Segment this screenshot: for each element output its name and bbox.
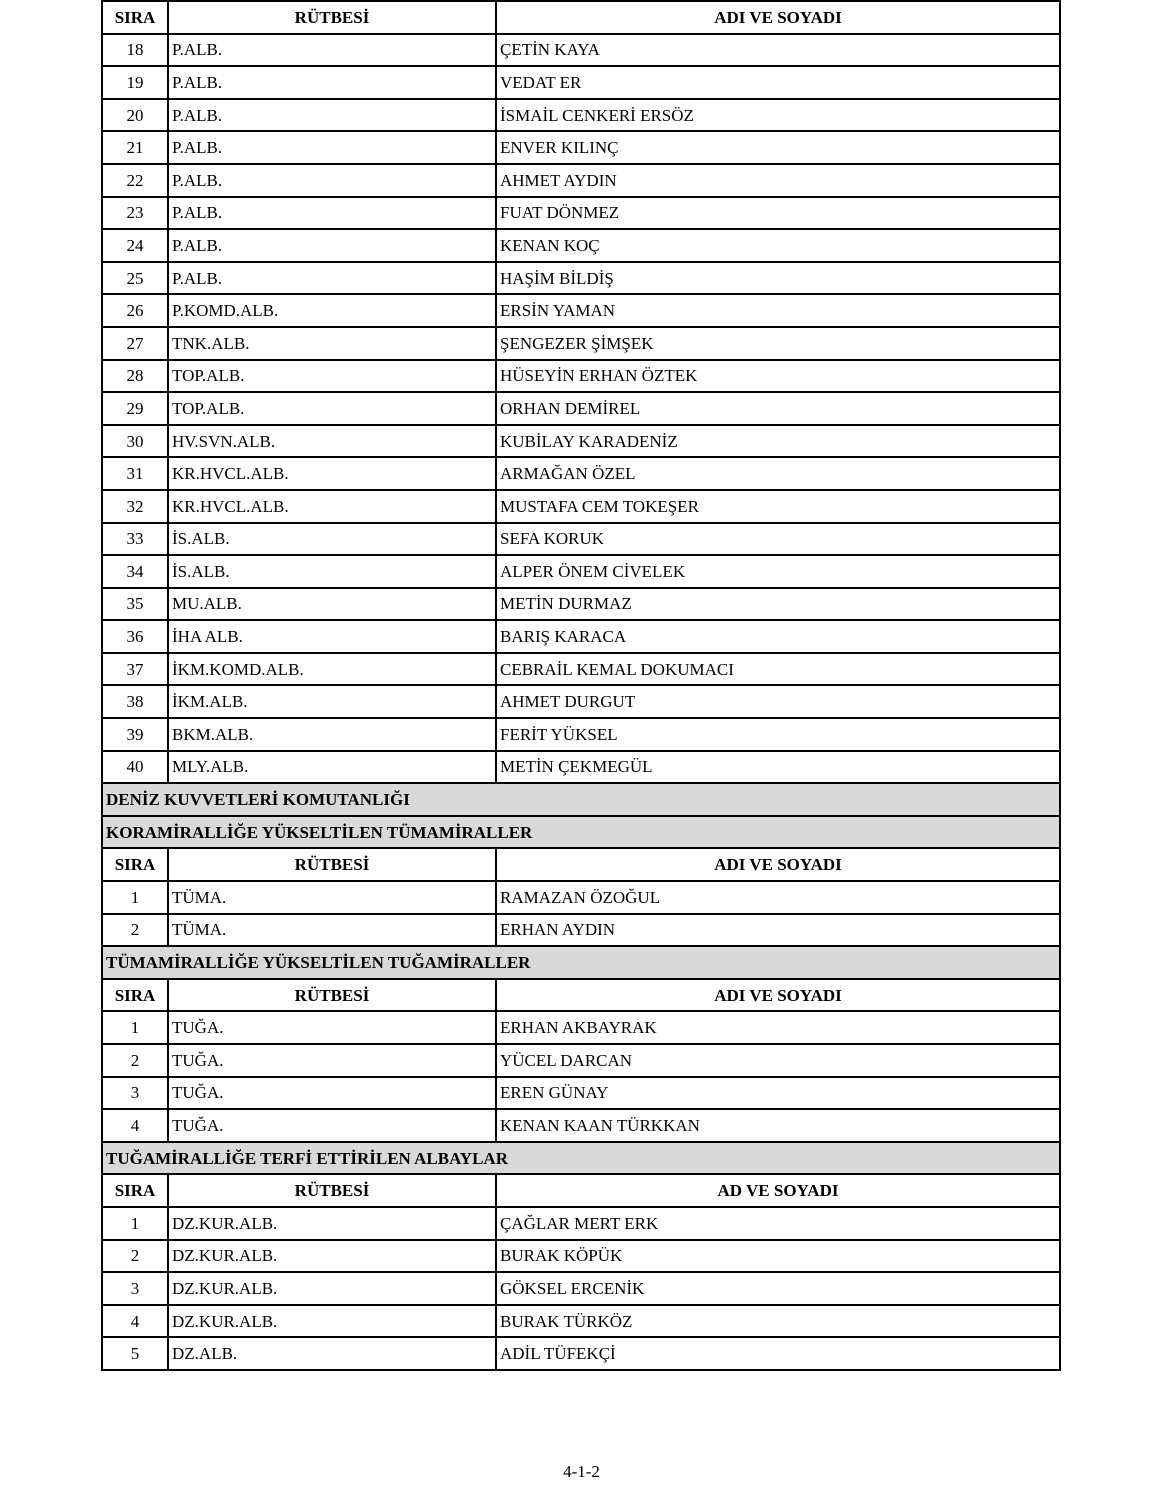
sira-cell: 25: [102, 262, 168, 295]
rank-cell: TUĞA.: [168, 1044, 496, 1077]
name-cell: ERSİN YAMAN: [496, 294, 1060, 327]
table-row: [102, 457, 1060, 490]
sira-cell: 35: [102, 588, 168, 621]
name-cell: ŞENGEZER ŞİMŞEK: [496, 327, 1060, 360]
sira-cell: 3: [102, 1077, 168, 1110]
table-row: [102, 425, 1060, 458]
column-header-rank: RÜTBESİ: [168, 979, 496, 1012]
table-header-row: [102, 1, 1060, 34]
name-cell: AHMET DURGUT: [496, 685, 1060, 718]
rank-cell: KR.HVCL.ALB.: [168, 490, 496, 523]
sira-cell: 23: [102, 197, 168, 230]
rank-cell: İKM.KOMD.ALB.: [168, 653, 496, 686]
sira-cell: 30: [102, 425, 168, 458]
sira-cell: 2: [102, 1240, 168, 1273]
name-cell: ERHAN AKBAYRAK: [496, 1011, 1060, 1044]
rank-cell: KR.HVCL.ALB.: [168, 457, 496, 490]
table-row: [102, 1272, 1060, 1305]
rank-cell: TOP.ALB.: [168, 392, 496, 425]
section-title: TÜMAMİRALLİĞE YÜKSELTİLEN TUĞAMİRALLER: [102, 946, 1060, 979]
sira-cell: 36: [102, 620, 168, 653]
rank-cell: İS.ALB.: [168, 555, 496, 588]
name-cell: ADİL TÜFEKÇİ: [496, 1337, 1060, 1370]
sira-cell: 1: [102, 881, 168, 914]
table-row: [102, 229, 1060, 262]
sira-cell: 37: [102, 653, 168, 686]
sira-cell: 24: [102, 229, 168, 262]
table-row: [102, 360, 1060, 393]
sira-cell: 39: [102, 718, 168, 751]
rank-cell: MLY.ALB.: [168, 751, 496, 784]
rank-cell: TÜMA.: [168, 881, 496, 914]
column-header-rank: RÜTBESİ: [168, 1, 496, 34]
rank-cell: İS.ALB.: [168, 523, 496, 556]
sira-cell: 3: [102, 1272, 168, 1305]
rank-cell: P.ALB.: [168, 34, 496, 67]
sira-cell: 28: [102, 360, 168, 393]
column-header-name: AD VE SOYADI: [496, 1174, 1060, 1207]
name-cell: FERİT YÜKSEL: [496, 718, 1060, 751]
table-row: [102, 881, 1060, 914]
sira-cell: 22: [102, 164, 168, 197]
name-cell: HÜSEYİN ERHAN ÖZTEK: [496, 360, 1060, 393]
name-cell: ERHAN AYDIN: [496, 914, 1060, 947]
name-cell: ORHAN DEMİREL: [496, 392, 1060, 425]
name-cell: ÇAĞLAR MERT ERK: [496, 1207, 1060, 1240]
table-row: [102, 1207, 1060, 1240]
rank-cell: MU.ALB.: [168, 588, 496, 621]
rank-cell: İKM.ALB.: [168, 685, 496, 718]
table-row: [102, 523, 1060, 556]
page-number: 4-1-2: [563, 1462, 600, 1481]
section-heading-row: [102, 1142, 1060, 1175]
sira-cell: 1: [102, 1011, 168, 1044]
table-row: [102, 685, 1060, 718]
sira-cell: 20: [102, 99, 168, 132]
sira-cell: 29: [102, 392, 168, 425]
name-cell: EREN GÜNAY: [496, 1077, 1060, 1110]
table-row: [102, 294, 1060, 327]
column-header-name: ADI VE SOYADI: [496, 848, 1060, 881]
document: [101, 0, 1059, 1371]
table-row: [102, 718, 1060, 751]
sira-cell: 40: [102, 751, 168, 784]
table-row: [102, 1109, 1060, 1142]
sira-cell: 1: [102, 1207, 168, 1240]
name-cell: GÖKSEL ERCENİK: [496, 1272, 1060, 1305]
name-cell: ALPER ÖNEM CİVELEK: [496, 555, 1060, 588]
name-cell: ÇETİN KAYA: [496, 34, 1060, 67]
table-header-row: [102, 979, 1060, 1012]
sira-cell: 34: [102, 555, 168, 588]
name-cell: BURAK TÜRKÖZ: [496, 1305, 1060, 1338]
rank-cell: HV.SVN.ALB.: [168, 425, 496, 458]
name-cell: KUBİLAY KARADENİZ: [496, 425, 1060, 458]
table-row: [102, 1305, 1060, 1338]
name-cell: ARMAĞAN ÖZEL: [496, 457, 1060, 490]
sira-cell: 18: [102, 34, 168, 67]
sira-cell: 32: [102, 490, 168, 523]
personnel-table: [101, 0, 1061, 1371]
sira-cell: 26: [102, 294, 168, 327]
table-row: [102, 620, 1060, 653]
sira-cell: 21: [102, 131, 168, 164]
table-row: [102, 1240, 1060, 1273]
column-header-sira: SIRA: [102, 1, 168, 34]
name-cell: KENAN KOÇ: [496, 229, 1060, 262]
sira-cell: 2: [102, 1044, 168, 1077]
table-row: [102, 914, 1060, 947]
table-row: [102, 653, 1060, 686]
rank-cell: DZ.KUR.ALB.: [168, 1207, 496, 1240]
name-cell: SEFA KORUK: [496, 523, 1060, 556]
column-header-sira: SIRA: [102, 848, 168, 881]
table-row: [102, 327, 1060, 360]
table-row: [102, 99, 1060, 132]
column-header-rank: RÜTBESİ: [168, 1174, 496, 1207]
rank-cell: BKM.ALB.: [168, 718, 496, 751]
name-cell: ENVER KILINÇ: [496, 131, 1060, 164]
rank-cell: P.ALB.: [168, 99, 496, 132]
table-row: [102, 197, 1060, 230]
rank-cell: P.ALB.: [168, 131, 496, 164]
sira-cell: 5: [102, 1337, 168, 1370]
rank-cell: P.KOMD.ALB.: [168, 294, 496, 327]
table-row: [102, 164, 1060, 197]
name-cell: BARIŞ KARACA: [496, 620, 1060, 653]
rank-cell: TNK.ALB.: [168, 327, 496, 360]
column-header-sira: SIRA: [102, 1174, 168, 1207]
sira-cell: 31: [102, 457, 168, 490]
rank-cell: TUĞA.: [168, 1077, 496, 1110]
rank-cell: DZ.KUR.ALB.: [168, 1305, 496, 1338]
sira-cell: 4: [102, 1109, 168, 1142]
table-header-row: [102, 848, 1060, 881]
section-heading-row: [102, 816, 1060, 849]
table-row: [102, 66, 1060, 99]
name-cell: FUAT DÖNMEZ: [496, 197, 1060, 230]
table-row: [102, 1044, 1060, 1077]
name-cell: BURAK KÖPÜK: [496, 1240, 1060, 1273]
table-row: [102, 555, 1060, 588]
rank-cell: TOP.ALB.: [168, 360, 496, 393]
sira-cell: 19: [102, 66, 168, 99]
name-cell: RAMAZAN ÖZOĞUL: [496, 881, 1060, 914]
column-header-name: ADI VE SOYADI: [496, 979, 1060, 1012]
column-header-rank: RÜTBESİ: [168, 848, 496, 881]
column-header-name: ADI VE SOYADI: [496, 1, 1060, 34]
name-cell: METİN ÇEKMEGÜL: [496, 751, 1060, 784]
table-row: [102, 490, 1060, 523]
sira-cell: 27: [102, 327, 168, 360]
name-cell: VEDAT ER: [496, 66, 1060, 99]
table-row: [102, 588, 1060, 621]
table-row: [102, 1077, 1060, 1110]
name-cell: METİN DURMAZ: [496, 588, 1060, 621]
rank-cell: DZ.KUR.ALB.: [168, 1272, 496, 1305]
section-heading-row: [102, 783, 1060, 816]
table-row: [102, 262, 1060, 295]
section-heading-row: [102, 946, 1060, 979]
name-cell: HAŞİM BİLDİŞ: [496, 262, 1060, 295]
sira-cell: 33: [102, 523, 168, 556]
table-row: [102, 392, 1060, 425]
rank-cell: TUĞA.: [168, 1109, 496, 1142]
section-title: KORAMİRALLİĞE YÜKSELTİLEN TÜMAMİRALLER: [102, 816, 1060, 849]
table-row: [102, 34, 1060, 67]
rank-cell: DZ.KUR.ALB.: [168, 1240, 496, 1273]
rank-cell: P.ALB.: [168, 197, 496, 230]
name-cell: KENAN KAAN TÜRKKAN: [496, 1109, 1060, 1142]
rank-cell: P.ALB.: [168, 229, 496, 262]
rank-cell: TÜMA.: [168, 914, 496, 947]
table-row: [102, 131, 1060, 164]
rank-cell: DZ.ALB.: [168, 1337, 496, 1370]
column-header-sira: SIRA: [102, 979, 168, 1012]
table-header-row: [102, 1174, 1060, 1207]
name-cell: CEBRAİL KEMAL DOKUMACI: [496, 653, 1060, 686]
rank-cell: TUĞA.: [168, 1011, 496, 1044]
table-row: [102, 751, 1060, 784]
rank-cell: P.ALB.: [168, 262, 496, 295]
table-row: [102, 1337, 1060, 1370]
name-cell: MUSTAFA CEM TOKEŞER: [496, 490, 1060, 523]
name-cell: YÜCEL DARCAN: [496, 1044, 1060, 1077]
section-title: DENİZ KUVVETLERİ KOMUTANLIĞI: [102, 783, 1060, 816]
sira-cell: 2: [102, 914, 168, 947]
rank-cell: İHA ALB.: [168, 620, 496, 653]
name-cell: AHMET AYDIN: [496, 164, 1060, 197]
rank-cell: P.ALB.: [168, 66, 496, 99]
rank-cell: P.ALB.: [168, 164, 496, 197]
sira-cell: 38: [102, 685, 168, 718]
section-title: TUĞAMİRALLİĞE TERFİ ETTİRİLEN ALBAYLAR: [102, 1142, 1060, 1175]
table-row: [102, 1011, 1060, 1044]
name-cell: İSMAİL CENKERİ ERSÖZ: [496, 99, 1060, 132]
sira-cell: 4: [102, 1305, 168, 1338]
